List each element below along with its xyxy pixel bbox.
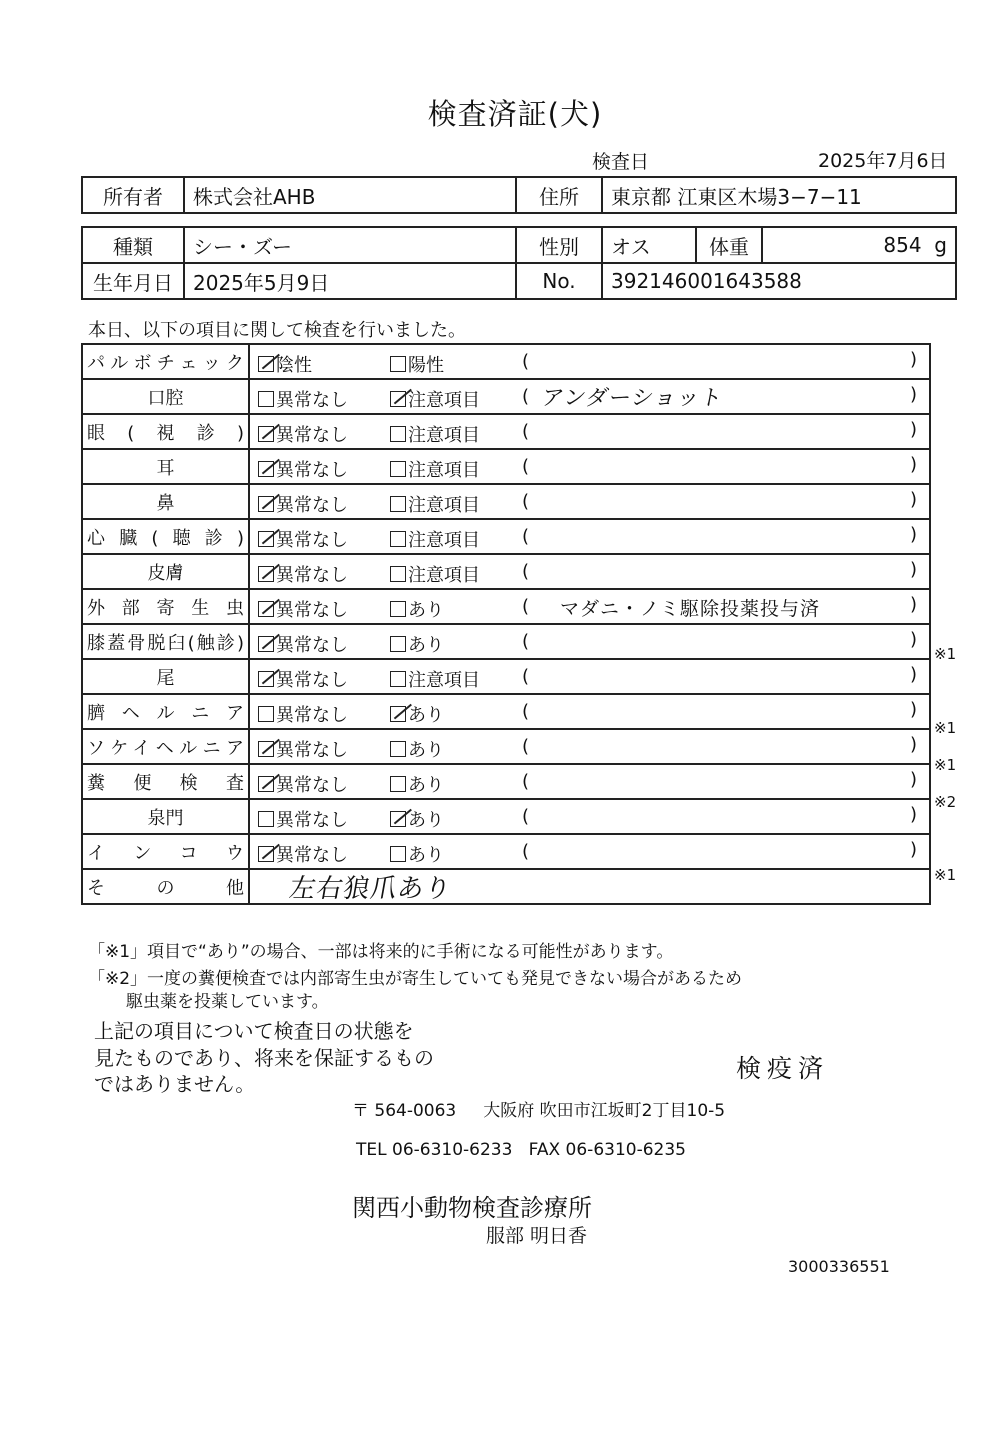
open-paren: ( bbox=[522, 351, 530, 372]
checkbox-checked bbox=[258, 846, 274, 862]
checkbox-unchecked bbox=[390, 741, 406, 757]
option-normal bbox=[258, 806, 348, 832]
checkbox-unchecked bbox=[390, 776, 406, 792]
checkbox-checked bbox=[258, 356, 274, 372]
checkbox-checked bbox=[258, 636, 274, 652]
table-row bbox=[82, 834, 930, 869]
checkbox-checked bbox=[390, 391, 406, 407]
option-normal bbox=[258, 771, 348, 797]
item-name bbox=[82, 869, 249, 904]
result-cell bbox=[249, 344, 930, 379]
weight-cell bbox=[762, 227, 956, 263]
item-label: 鼻 bbox=[156, 492, 175, 514]
option-finding-label: あり bbox=[408, 600, 444, 621]
checkbox-checked bbox=[258, 531, 274, 547]
footnote-2a: 「※2」一度の糞便検査では内部寄生虫が寄生していても発見できない場合があるため bbox=[88, 969, 743, 989]
result-cell bbox=[249, 729, 930, 764]
close-paren: ) bbox=[909, 349, 917, 370]
item-label: 尾 bbox=[156, 667, 175, 689]
footnote-2b: 駆虫薬を投薬しています。 bbox=[126, 992, 329, 1012]
open-paren: ( bbox=[522, 701, 530, 722]
option-normal bbox=[258, 491, 348, 517]
fax: FAX 06-6310-6235 bbox=[528, 1140, 686, 1160]
option-finding bbox=[390, 421, 480, 447]
remark-mark: ※1 bbox=[934, 645, 957, 664]
result-cell bbox=[249, 449, 930, 484]
open-paren: ( bbox=[522, 596, 530, 617]
open-paren: ( bbox=[522, 771, 530, 792]
open-paren: ( bbox=[522, 841, 530, 862]
option-normal bbox=[258, 351, 312, 377]
item-name bbox=[82, 624, 249, 659]
checkbox-unchecked bbox=[390, 461, 406, 477]
item-label: 外部寄生虫 bbox=[87, 597, 244, 619]
option-normal-label: 異常なし bbox=[276, 670, 348, 691]
option-normal bbox=[258, 841, 348, 867]
checkbox-unchecked bbox=[258, 391, 274, 407]
item-label: 膝蓋骨脱臼(触診) bbox=[87, 632, 244, 654]
item-label: ソケイヘルニア bbox=[87, 737, 244, 759]
option-finding bbox=[390, 526, 480, 552]
option-finding bbox=[390, 736, 444, 762]
remark-mark: ※2 bbox=[934, 792, 957, 811]
owner-value: 株式会社AHB bbox=[184, 177, 516, 213]
item-name bbox=[82, 764, 249, 799]
table-row bbox=[82, 379, 930, 414]
table-row bbox=[82, 484, 930, 519]
close-paren: ) bbox=[909, 524, 917, 545]
option-normal bbox=[258, 596, 348, 622]
intro-text: 本日、以下の項目に関して検査を行いました。 bbox=[88, 320, 466, 341]
checkbox-unchecked bbox=[390, 846, 406, 862]
option-normal bbox=[258, 631, 348, 657]
item-label: 皮膚 bbox=[147, 562, 184, 584]
option-finding bbox=[390, 666, 480, 692]
option-finding-label: あり bbox=[408, 740, 444, 761]
option-finding bbox=[390, 701, 444, 727]
checkbox-unchecked bbox=[390, 356, 406, 372]
item-name bbox=[82, 589, 249, 624]
inspector-name: 服部 明日香 bbox=[486, 1225, 588, 1247]
other-handwriting: 左右狼爪あり bbox=[286, 874, 455, 904]
disclaimer-line-2: 見たものであり、将来を保証するもの bbox=[94, 1046, 434, 1070]
option-finding-label: 陽性 bbox=[408, 355, 444, 376]
option-normal-label: 異常なし bbox=[276, 775, 348, 796]
result-cell bbox=[249, 834, 930, 869]
result-cell bbox=[249, 624, 930, 659]
row-handwriting: アンダーショット bbox=[539, 386, 726, 411]
option-finding-label: 注意項目 bbox=[408, 565, 480, 586]
option-finding-label: あり bbox=[408, 705, 444, 726]
option-finding-label: 注意項目 bbox=[408, 390, 480, 411]
option-finding bbox=[390, 491, 480, 517]
exam-date-label: 検査日 bbox=[592, 151, 650, 173]
checkbox-checked bbox=[258, 426, 274, 442]
table-row bbox=[82, 729, 930, 764]
result-cell bbox=[249, 764, 930, 799]
item-name bbox=[82, 694, 249, 729]
item-name bbox=[82, 519, 249, 554]
item-name bbox=[82, 554, 249, 589]
clinic-name: 関西小動物検査診療所 bbox=[352, 1194, 592, 1222]
checkbox-checked bbox=[258, 671, 274, 687]
table-row bbox=[82, 449, 930, 484]
option-normal bbox=[258, 561, 348, 587]
option-normal bbox=[258, 736, 348, 762]
result-cell bbox=[249, 659, 930, 694]
checkbox-checked bbox=[258, 496, 274, 512]
option-finding-label: 注意項目 bbox=[408, 460, 480, 481]
item-name bbox=[82, 344, 249, 379]
option-finding-label: 注意項目 bbox=[408, 495, 480, 516]
close-paren: ) bbox=[909, 489, 917, 510]
close-paren: ) bbox=[909, 839, 917, 860]
address-value: 東京都 江東区木場3−7−11 bbox=[602, 177, 956, 213]
close-paren: ) bbox=[909, 384, 917, 405]
open-paren: ( bbox=[522, 736, 530, 757]
option-finding bbox=[390, 351, 444, 377]
checkbox-unchecked bbox=[390, 671, 406, 687]
item-name bbox=[82, 449, 249, 484]
option-normal bbox=[258, 421, 348, 447]
item-label: 泉門 bbox=[147, 807, 184, 829]
option-normal-label: 異常なし bbox=[276, 530, 348, 551]
table-row bbox=[82, 694, 930, 729]
no-label: No. bbox=[516, 263, 602, 299]
checkbox-unchecked bbox=[258, 811, 274, 827]
item-name bbox=[82, 729, 249, 764]
option-finding bbox=[390, 806, 444, 832]
option-normal-label: 陰性 bbox=[276, 355, 312, 376]
option-finding bbox=[390, 386, 480, 412]
open-paren: ( bbox=[522, 631, 530, 652]
remark-mark: ※1 bbox=[934, 755, 957, 774]
item-name bbox=[82, 379, 249, 414]
option-normal bbox=[258, 456, 348, 482]
weight-unit: g bbox=[934, 233, 947, 257]
item-label: パルボチェック bbox=[87, 352, 244, 374]
close-paren: ) bbox=[909, 419, 917, 440]
close-paren: ) bbox=[909, 454, 917, 475]
disclaimer-line-1: 上記の項目について検査日の状態を bbox=[94, 1019, 414, 1043]
item-label: インコウ bbox=[87, 842, 244, 864]
option-normal-label: 異常なし bbox=[276, 845, 348, 866]
checkbox-checked bbox=[258, 776, 274, 792]
option-normal bbox=[258, 526, 348, 552]
option-finding bbox=[390, 596, 444, 622]
result-cell bbox=[249, 484, 930, 519]
disclaimer-line-3: ではありません。 bbox=[94, 1072, 256, 1096]
item-label: 糞便検査 bbox=[87, 772, 244, 794]
close-paren: ) bbox=[909, 594, 917, 615]
table-row bbox=[82, 519, 930, 554]
checkbox-unchecked bbox=[390, 636, 406, 652]
option-normal-label: 異常なし bbox=[276, 390, 348, 411]
option-finding-label: あり bbox=[408, 635, 444, 656]
telephone: TEL 06-6310-6233 bbox=[356, 1140, 513, 1160]
footnote-1: 「※1」項目で“あり”の場合、一部は将来的に手術になる可能性があります。 bbox=[88, 942, 674, 962]
clinic-address bbox=[352, 1096, 725, 1121]
table-row bbox=[82, 414, 930, 449]
item-name bbox=[82, 484, 249, 519]
option-normal-label: 異常なし bbox=[276, 495, 348, 516]
option-finding bbox=[390, 456, 480, 482]
close-paren: ) bbox=[909, 734, 917, 755]
serial-number: 3000336551 bbox=[788, 1257, 890, 1276]
close-paren: ) bbox=[909, 769, 917, 790]
remark-mark: ※1 bbox=[934, 719, 957, 737]
item-label: 耳 bbox=[156, 457, 175, 479]
postal-code: 〒 564-0063 bbox=[352, 1101, 457, 1121]
result-cell bbox=[249, 799, 930, 834]
option-normal-label: 異常なし bbox=[276, 460, 348, 481]
table-row bbox=[82, 659, 930, 694]
breed-value: シー・ズー bbox=[184, 227, 516, 263]
dob-value: 2025年5月9日 bbox=[184, 263, 516, 299]
breed-label: 種類 bbox=[82, 227, 184, 263]
open-paren: ( bbox=[522, 421, 530, 442]
close-paren: ) bbox=[909, 629, 917, 650]
option-normal bbox=[258, 386, 348, 412]
open-paren: ( bbox=[522, 386, 530, 407]
checkbox-checked bbox=[258, 566, 274, 582]
document-title: 検査済証(犬) bbox=[427, 97, 603, 131]
option-finding bbox=[390, 841, 444, 867]
open-paren: ( bbox=[522, 456, 530, 477]
option-finding-label: 注意項目 bbox=[408, 670, 480, 691]
checkbox-checked bbox=[258, 461, 274, 477]
sex-value: オス bbox=[602, 227, 696, 263]
item-label: 心臓(聴診) bbox=[87, 527, 244, 549]
checkbox-unchecked bbox=[390, 531, 406, 547]
table-row bbox=[82, 344, 930, 379]
checkbox-unchecked bbox=[390, 601, 406, 617]
option-normal-label: 異常なし bbox=[276, 810, 348, 831]
open-paren: ( bbox=[522, 526, 530, 547]
item-name bbox=[82, 799, 249, 834]
address-label: 住所 bbox=[516, 177, 602, 213]
item-name bbox=[82, 659, 249, 694]
table-row bbox=[82, 764, 930, 799]
option-finding bbox=[390, 561, 480, 587]
clinic-contact bbox=[356, 1140, 686, 1160]
open-paren: ( bbox=[522, 666, 530, 687]
item-name bbox=[82, 414, 249, 449]
result-cell bbox=[249, 694, 930, 729]
row-note: マダニ・ノミ駆除投薬投与済 bbox=[560, 598, 821, 620]
option-normal bbox=[258, 701, 348, 727]
table-row bbox=[82, 554, 930, 589]
checkbox-unchecked bbox=[390, 426, 406, 442]
table-row bbox=[82, 589, 930, 624]
dob-label: 生年月日 bbox=[82, 263, 184, 299]
table-row bbox=[82, 799, 930, 834]
option-finding-label: 注意項目 bbox=[408, 425, 480, 446]
pet-table bbox=[81, 226, 957, 300]
option-finding-label: 注意項目 bbox=[408, 530, 480, 551]
option-normal-label: 異常なし bbox=[276, 565, 348, 586]
checkbox-checked bbox=[390, 811, 406, 827]
checkbox-checked bbox=[390, 706, 406, 722]
result-cell bbox=[249, 414, 930, 449]
table-row-other bbox=[82, 869, 930, 904]
option-finding bbox=[390, 631, 444, 657]
close-paren: ) bbox=[909, 804, 917, 825]
option-normal-label: 異常なし bbox=[276, 425, 348, 446]
option-finding-label: あり bbox=[408, 775, 444, 796]
other-cell bbox=[249, 869, 930, 904]
option-finding-label: あり bbox=[408, 810, 444, 831]
result-cell bbox=[249, 519, 930, 554]
open-paren: ( bbox=[522, 491, 530, 512]
option-normal bbox=[258, 666, 348, 692]
close-paren: ) bbox=[909, 559, 917, 580]
street-address: 大阪府 吹田市江坂町2丁目10-5 bbox=[483, 1101, 726, 1121]
checkbox-unchecked bbox=[258, 706, 274, 722]
close-paren: ) bbox=[909, 699, 917, 720]
result-cell bbox=[249, 379, 930, 414]
item-name bbox=[82, 834, 249, 869]
option-finding-label: あり bbox=[408, 845, 444, 866]
open-paren: ( bbox=[522, 561, 530, 582]
checkbox-checked bbox=[258, 601, 274, 617]
sex-label: 性別 bbox=[516, 227, 602, 263]
weight-value: 854 bbox=[883, 233, 922, 257]
other-label: その他 bbox=[87, 877, 244, 899]
option-normal-label: 異常なし bbox=[276, 705, 348, 726]
checkbox-unchecked bbox=[390, 566, 406, 582]
exam-table bbox=[81, 343, 931, 905]
close-paren: ) bbox=[909, 664, 917, 685]
option-normal-label: 異常なし bbox=[276, 635, 348, 656]
owner-table bbox=[81, 176, 957, 214]
exam-date: 2025年7月6日 bbox=[818, 150, 948, 172]
checkbox-checked bbox=[258, 741, 274, 757]
item-label: 眼(視診) bbox=[87, 422, 244, 444]
result-cell bbox=[249, 554, 930, 589]
table-row bbox=[82, 624, 930, 659]
item-label: 臍ヘルニア bbox=[87, 702, 244, 724]
option-normal-label: 異常なし bbox=[276, 740, 348, 761]
result-cell bbox=[249, 589, 930, 624]
no-value: 392146001643588 bbox=[602, 263, 956, 299]
remark-mark: ※1 bbox=[934, 866, 957, 885]
owner-label: 所有者 bbox=[82, 177, 184, 213]
quarantine-stamp: 検疫済 bbox=[736, 1054, 830, 1083]
open-paren: ( bbox=[522, 806, 530, 827]
checkbox-unchecked bbox=[390, 496, 406, 512]
option-normal-label: 異常なし bbox=[276, 600, 348, 621]
item-label: 口腔 bbox=[147, 387, 184, 409]
option-finding bbox=[390, 771, 444, 797]
weight-label: 体重 bbox=[696, 227, 762, 263]
